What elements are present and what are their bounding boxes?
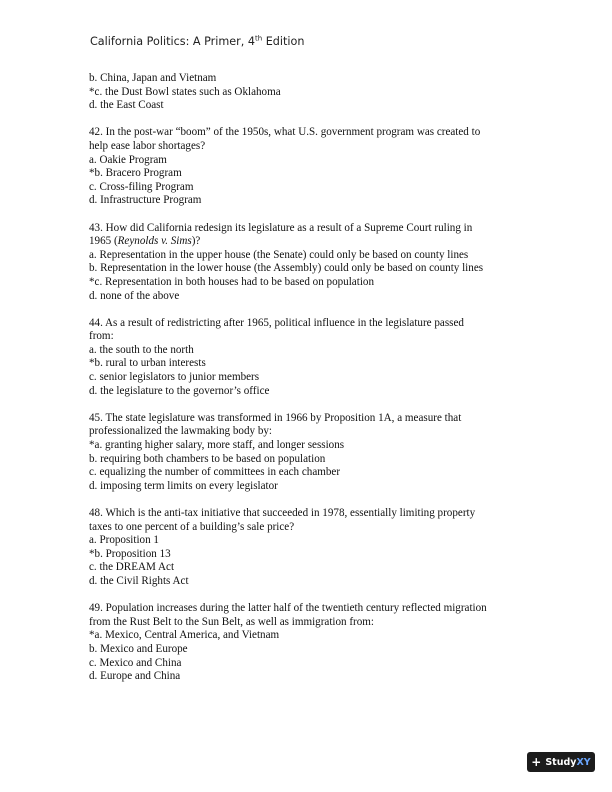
question-text: from the Rust Belt to the Sun Belt, as well as immigration from: [89, 615, 375, 628]
answer-option: d. the legislature to the governor’s office [89, 384, 270, 397]
answer-option: b. Mexico and Europe [89, 642, 188, 655]
studyxy-badge[interactable] [527, 752, 595, 772]
answer-option: *b. rural to urban interests [89, 357, 206, 370]
question-list [89, 72, 529, 684]
question-text: 49. Population increases during the latter half of the twentieth century reflected migration [89, 602, 487, 615]
plus-icon: + [531, 754, 542, 769]
page-header [90, 35, 304, 48]
question-text-end: )? [191, 235, 201, 248]
question-text: 43. How did California redesign its legislature as a result of a Supreme Court ruling in [89, 221, 473, 234]
answer-option: d. Infrastructure Program [89, 194, 202, 207]
answer-option: a. Representation in the upper house (the Senate) could only be based on county lines [89, 248, 469, 261]
answer-option: d. imposing term limits on every legislator [89, 479, 278, 492]
answer-option: c. Mexico and China [89, 656, 182, 669]
brand-accent: XY [576, 756, 591, 768]
question-text [89, 235, 529, 249]
answer-option: d. the East Coast [89, 99, 164, 112]
question-text: help ease labor shortages? [89, 139, 206, 152]
brand-name: Study [545, 756, 577, 768]
question-text: 44. As a result of redistricting after 1965, political influence in the legislature passed [89, 316, 464, 329]
question-text: 48. Which is the anti-tax initiative that succeeded in 1978, essentially limiting property [89, 507, 476, 519]
question-block-43 [89, 222, 529, 304]
answer-option: a. Oakie Program [89, 153, 167, 166]
case-name: Reynolds v. Sims [117, 235, 192, 248]
brand-logo-text [545, 757, 590, 768]
answer-option: *a. granting higher salary, more staff, and longer sessions [89, 439, 345, 452]
answer-option: d. Europe and China [89, 670, 181, 683]
header-superscript: th [254, 34, 263, 43]
answer-option: *c. the Dust Bowl states such as Oklahoma [89, 85, 281, 98]
question-text: 45. The state legislature was transformed in 1966 by Proposition 1A, a measure that [89, 411, 462, 424]
answer-option: *b. Bracero Program [89, 167, 182, 180]
answer-option: a. the south to the north [89, 343, 194, 356]
header-suffix: Edition [262, 35, 305, 48]
answer-option: d. the Civil Rights Act [89, 574, 189, 587]
answer-option: b. requiring both chambers to be based on population [89, 452, 326, 465]
question-block-44 [89, 317, 529, 399]
answer-option: c. senior legislators to junior members [89, 371, 260, 384]
answer-option: *c. Representation in both houses had to be based on population [89, 275, 374, 288]
answer-option: c. equalizing the number of committees in each chamber [89, 466, 341, 479]
answer-option: a. Proposition 1 [89, 534, 159, 547]
question-block-45 [89, 412, 529, 494]
answer-option: b. Representation in the lower house (the Assembly) could only be based on county lines [89, 262, 484, 275]
answer-option: *a. Mexico, Central America, and Vietnam [89, 629, 280, 642]
question-text-start: 1965 ( [89, 235, 118, 248]
header-title: California Politics: A Primer, 4 [90, 35, 255, 48]
question-text: taxes to one percent of a building’s sale price? [89, 520, 295, 533]
question-block-41 [89, 72, 529, 113]
question-block-42 [89, 126, 529, 208]
question-text: 42. In the post-war “boom” of the 1950s, what U.S. government program was created to [89, 126, 481, 139]
answer-option: *b. Proposition 13 [89, 547, 171, 560]
question-block-49 [89, 602, 529, 684]
question-text: professionalized the lawmaking body by: [89, 425, 273, 438]
answer-option: c. the DREAM Act [89, 561, 175, 574]
answer-option: d. none of the above [89, 289, 180, 302]
answer-option: b. China, Japan and Vietnam [89, 72, 217, 84]
question-text: from: [89, 330, 114, 343]
answer-option: c. Cross-filing Program [89, 180, 194, 193]
question-block-48 [89, 507, 529, 589]
